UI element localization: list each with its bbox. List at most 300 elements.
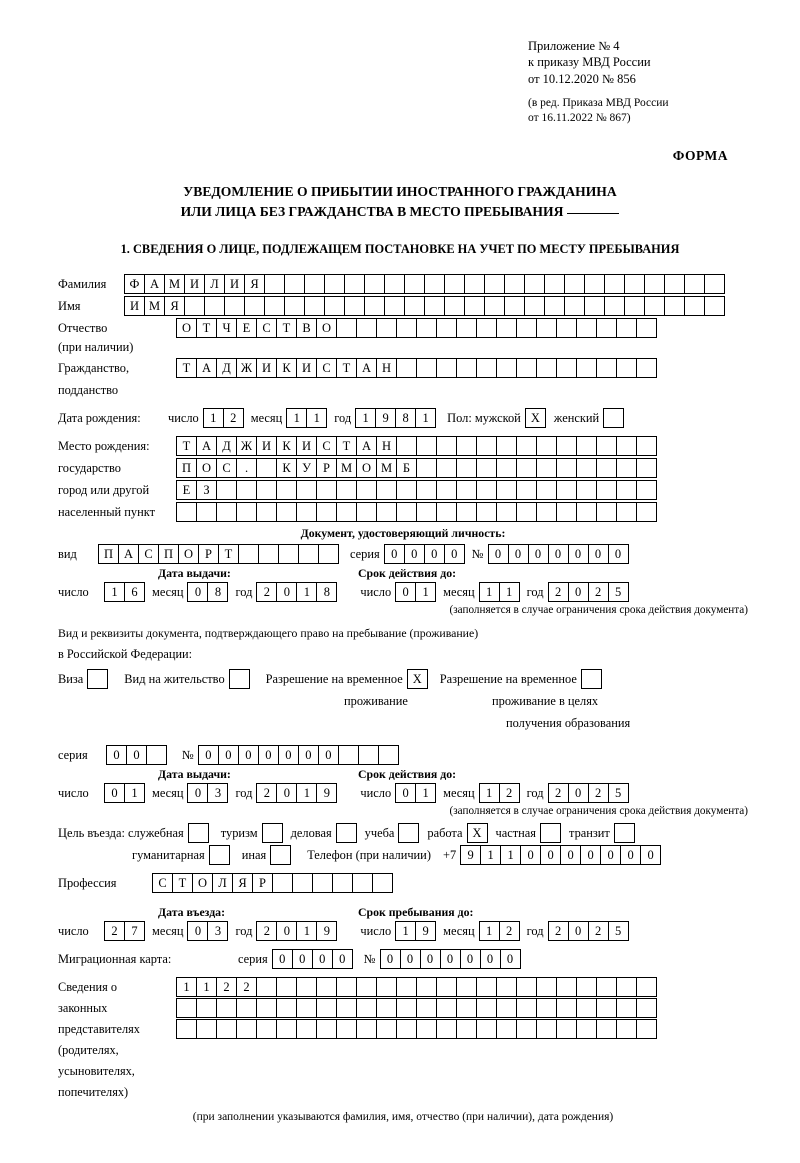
char-cell[interactable] (576, 998, 597, 1018)
char-cell[interactable] (556, 458, 577, 478)
char-cell[interactable] (664, 296, 685, 316)
char-cell[interactable] (316, 502, 337, 522)
checkbox-sex-female[interactable] (603, 408, 624, 428)
char-cell[interactable]: 2 (548, 582, 569, 602)
char-cell[interactable] (456, 318, 477, 338)
char-cell[interactable] (336, 502, 357, 522)
birth-day-cells[interactable] (203, 408, 243, 428)
char-cell[interactable] (476, 436, 497, 456)
char-cell[interactable] (644, 296, 665, 316)
char-cell[interactable] (364, 274, 385, 294)
char-cell[interactable]: 1 (480, 845, 501, 865)
char-cell[interactable]: М (336, 458, 357, 478)
char-cell[interactable] (316, 977, 337, 997)
char-cell[interactable] (596, 318, 617, 338)
char-cell[interactable] (296, 998, 317, 1018)
char-cell[interactable] (344, 296, 365, 316)
char-cell[interactable]: Ф (124, 274, 145, 294)
char-cell[interactable]: 0 (400, 949, 421, 969)
char-cell[interactable] (316, 480, 337, 500)
char-cell[interactable] (216, 1019, 237, 1039)
char-cell[interactable]: Ч (216, 318, 237, 338)
char-cell[interactable]: 5 (608, 582, 629, 602)
checkbox-purpose-work[interactable]: X (467, 823, 488, 843)
char-cell[interactable] (176, 1019, 197, 1039)
char-cell[interactable]: 1 (286, 408, 307, 428)
char-cell[interactable] (436, 502, 457, 522)
char-cell[interactable] (436, 436, 457, 456)
char-cell[interactable]: Я (244, 274, 265, 294)
birth-year-cells[interactable] (355, 408, 435, 428)
patronymic-cells[interactable] (176, 318, 656, 338)
char-cell[interactable] (456, 480, 477, 500)
char-cell[interactable] (416, 458, 437, 478)
char-cell[interactable]: 9 (375, 408, 396, 428)
char-cell[interactable] (556, 480, 577, 500)
char-cell[interactable]: Л (212, 873, 233, 893)
char-cell[interactable] (356, 480, 377, 500)
permit-issue-year-cells[interactable] (256, 783, 336, 803)
char-cell[interactable]: 0 (608, 544, 629, 564)
profession-cells[interactable] (152, 873, 392, 893)
char-cell[interactable] (516, 318, 537, 338)
char-cell[interactable] (536, 480, 557, 500)
char-cell[interactable] (436, 998, 457, 1018)
char-cell[interactable] (616, 502, 637, 522)
char-cell[interactable]: 0 (298, 745, 319, 765)
char-cell[interactable] (536, 358, 557, 378)
char-cell[interactable] (576, 502, 597, 522)
char-cell[interactable]: 1 (124, 783, 145, 803)
char-cell[interactable] (624, 296, 645, 316)
char-cell[interactable] (636, 998, 657, 1018)
char-cell[interactable]: 0 (480, 949, 501, 969)
char-cell[interactable]: 5 (608, 921, 629, 941)
checkbox-residence-permit[interactable] (229, 669, 250, 689)
char-cell[interactable]: С (152, 873, 173, 893)
char-cell[interactable] (256, 977, 277, 997)
char-cell[interactable]: И (256, 358, 277, 378)
doc-valid-day-cells[interactable] (395, 582, 435, 602)
char-cell[interactable] (298, 544, 319, 564)
char-cell[interactable] (356, 502, 377, 522)
surname-cells[interactable] (124, 274, 724, 294)
char-cell[interactable]: М (164, 274, 185, 294)
char-cell[interactable] (556, 977, 577, 997)
char-cell[interactable] (536, 458, 557, 478)
char-cell[interactable] (236, 1019, 257, 1039)
char-cell[interactable]: П (176, 458, 197, 478)
permit-valid-month-cells[interactable] (479, 783, 519, 803)
char-cell[interactable]: 0 (198, 745, 219, 765)
char-cell[interactable]: 1 (395, 921, 416, 941)
char-cell[interactable] (338, 745, 359, 765)
char-cell[interactable] (516, 1019, 537, 1039)
entry-day-cells[interactable] (104, 921, 144, 941)
char-cell[interactable] (396, 480, 417, 500)
char-cell[interactable] (684, 274, 705, 294)
char-cell[interactable] (596, 358, 617, 378)
char-cell[interactable]: 0 (258, 745, 279, 765)
char-cell[interactable] (616, 458, 637, 478)
doc-issue-month-cells[interactable] (187, 582, 227, 602)
char-cell[interactable]: 1 (176, 977, 197, 997)
char-cell[interactable] (276, 977, 297, 997)
char-cell[interactable] (396, 1019, 417, 1039)
char-cell[interactable]: 0 (380, 949, 401, 969)
char-cell[interactable]: 0 (272, 949, 293, 969)
char-cell[interactable]: 0 (528, 544, 549, 564)
char-cell[interactable] (336, 318, 357, 338)
char-cell[interactable] (616, 358, 637, 378)
char-cell[interactable]: Н (376, 436, 397, 456)
char-cell[interactable] (376, 998, 397, 1018)
char-cell[interactable] (476, 998, 497, 1018)
char-cell[interactable] (356, 998, 377, 1018)
char-cell[interactable] (396, 318, 417, 338)
char-cell[interactable] (576, 318, 597, 338)
char-cell[interactable]: 0 (580, 845, 601, 865)
char-cell[interactable]: А (118, 544, 139, 564)
char-cell[interactable]: 0 (424, 544, 445, 564)
char-cell[interactable]: 8 (207, 582, 228, 602)
char-cell[interactable]: 0 (588, 544, 609, 564)
char-cell[interactable] (596, 998, 617, 1018)
char-cell[interactable]: 1 (415, 408, 436, 428)
char-cell[interactable]: А (356, 358, 377, 378)
char-cell[interactable]: Ж (236, 436, 257, 456)
char-cell[interactable] (204, 296, 225, 316)
char-cell[interactable] (276, 502, 297, 522)
char-cell[interactable] (496, 436, 517, 456)
char-cell[interactable] (216, 480, 237, 500)
char-cell[interactable]: Е (176, 480, 197, 500)
checkbox-purpose-humanitarian[interactable] (209, 845, 230, 865)
char-cell[interactable]: А (196, 436, 217, 456)
char-cell[interactable] (516, 480, 537, 500)
char-cell[interactable]: 0 (126, 745, 147, 765)
char-cell[interactable] (436, 358, 457, 378)
char-cell[interactable]: Я (164, 296, 185, 316)
char-cell[interactable] (576, 1019, 597, 1039)
char-cell[interactable]: 1 (479, 783, 500, 803)
checkbox-purpose-tourism[interactable] (262, 823, 283, 843)
char-cell[interactable] (576, 358, 597, 378)
char-cell[interactable]: 0 (560, 845, 581, 865)
char-cell[interactable]: 1 (196, 977, 217, 997)
char-cell[interactable] (276, 998, 297, 1018)
char-cell[interactable]: 2 (588, 582, 609, 602)
char-cell[interactable]: 0 (218, 745, 239, 765)
char-cell[interactable]: И (224, 274, 245, 294)
char-cell[interactable]: А (144, 274, 165, 294)
char-cell[interactable] (396, 977, 417, 997)
char-cell[interactable]: Я (232, 873, 253, 893)
char-cell[interactable]: Р (198, 544, 219, 564)
char-cell[interactable] (704, 274, 725, 294)
char-cell[interactable] (364, 296, 385, 316)
char-cell[interactable] (436, 480, 457, 500)
char-cell[interactable] (356, 318, 377, 338)
char-cell[interactable] (556, 998, 577, 1018)
char-cell[interactable] (296, 1019, 317, 1039)
char-cell[interactable] (496, 502, 517, 522)
char-cell[interactable]: 0 (404, 544, 425, 564)
char-cell[interactable]: 0 (238, 745, 259, 765)
permit-issue-day-cells[interactable] (104, 783, 144, 803)
char-cell[interactable] (616, 977, 637, 997)
char-cell[interactable]: 0 (568, 921, 589, 941)
char-cell[interactable]: М (376, 458, 397, 478)
char-cell[interactable] (596, 977, 617, 997)
char-cell[interactable]: . (236, 458, 257, 478)
char-cell[interactable]: 0 (620, 845, 641, 865)
char-cell[interactable]: 0 (187, 921, 208, 941)
char-cell[interactable]: Б (396, 458, 417, 478)
char-cell[interactable]: 0 (460, 949, 481, 969)
char-cell[interactable] (324, 296, 345, 316)
char-cell[interactable]: 2 (104, 921, 125, 941)
char-cell[interactable] (564, 274, 585, 294)
char-cell[interactable]: 0 (520, 845, 541, 865)
char-cell[interactable] (356, 977, 377, 997)
char-cell[interactable]: С (216, 458, 237, 478)
char-cell[interactable] (332, 873, 353, 893)
char-cell[interactable] (476, 318, 497, 338)
char-cell[interactable] (416, 998, 437, 1018)
char-cell[interactable] (456, 436, 477, 456)
char-cell[interactable]: 9 (415, 921, 436, 941)
char-cell[interactable]: 6 (124, 582, 145, 602)
char-cell[interactable] (636, 480, 657, 500)
char-cell[interactable]: Е (236, 318, 257, 338)
char-cell[interactable] (456, 458, 477, 478)
checkbox-edu-residence[interactable] (581, 669, 602, 689)
char-cell[interactable]: Ж (236, 358, 257, 378)
char-cell[interactable]: 0 (104, 783, 125, 803)
char-cell[interactable] (376, 502, 397, 522)
char-cell[interactable] (344, 274, 365, 294)
char-cell[interactable] (544, 296, 565, 316)
char-cell[interactable] (516, 977, 537, 997)
char-cell[interactable]: 0 (420, 949, 441, 969)
char-cell[interactable] (636, 436, 657, 456)
char-cell[interactable] (376, 1019, 397, 1039)
char-cell[interactable] (238, 544, 259, 564)
char-cell[interactable] (584, 296, 605, 316)
char-cell[interactable] (576, 436, 597, 456)
char-cell[interactable] (424, 274, 445, 294)
char-cell[interactable] (524, 274, 545, 294)
char-cell[interactable]: 2 (256, 783, 277, 803)
char-cell[interactable] (404, 296, 425, 316)
char-cell[interactable] (276, 480, 297, 500)
char-cell[interactable] (476, 1019, 497, 1039)
char-cell[interactable] (372, 873, 393, 893)
char-cell[interactable]: Т (176, 436, 197, 456)
char-cell[interactable]: П (158, 544, 179, 564)
char-cell[interactable] (516, 458, 537, 478)
char-cell[interactable]: И (296, 358, 317, 378)
char-cell[interactable] (284, 296, 305, 316)
char-cell[interactable]: К (276, 358, 297, 378)
char-cell[interactable]: Р (252, 873, 273, 893)
char-cell[interactable] (616, 998, 637, 1018)
char-cell[interactable] (396, 998, 417, 1018)
char-cell[interactable]: 7 (124, 921, 145, 941)
doc-kind-cells[interactable] (98, 544, 338, 564)
char-cell[interactable] (596, 458, 617, 478)
char-cell[interactable]: 2 (236, 977, 257, 997)
char-cell[interactable]: 0 (187, 783, 208, 803)
char-cell[interactable] (544, 274, 565, 294)
char-cell[interactable]: Т (276, 318, 297, 338)
char-cell[interactable] (616, 436, 637, 456)
char-cell[interactable] (358, 745, 379, 765)
permit-issue-month-cells[interactable] (187, 783, 227, 803)
char-cell[interactable] (484, 296, 505, 316)
char-cell[interactable] (596, 436, 617, 456)
char-cell[interactable]: 2 (588, 783, 609, 803)
char-cell[interactable]: 2 (223, 408, 244, 428)
char-cell[interactable] (296, 480, 317, 500)
char-cell[interactable]: О (316, 318, 337, 338)
char-cell[interactable] (404, 274, 425, 294)
char-cell[interactable]: Т (336, 358, 357, 378)
char-cell[interactable] (456, 502, 477, 522)
char-cell[interactable] (396, 502, 417, 522)
char-cell[interactable] (596, 480, 617, 500)
checkbox-purpose-private[interactable] (540, 823, 561, 843)
checkbox-purpose-service[interactable] (188, 823, 209, 843)
char-cell[interactable]: А (356, 436, 377, 456)
char-cell[interactable]: О (196, 458, 217, 478)
char-cell[interactable] (476, 458, 497, 478)
char-cell[interactable]: С (138, 544, 159, 564)
char-cell[interactable] (176, 502, 197, 522)
char-cell[interactable] (146, 745, 167, 765)
char-cell[interactable]: И (184, 274, 205, 294)
char-cell[interactable]: З (196, 480, 217, 500)
legal-line1-cells[interactable] (176, 977, 656, 997)
char-cell[interactable] (616, 318, 637, 338)
char-cell[interactable]: 0 (276, 921, 297, 941)
char-cell[interactable] (464, 296, 485, 316)
char-cell[interactable]: 1 (203, 408, 224, 428)
mcard-series-cells[interactable] (272, 949, 352, 969)
char-cell[interactable]: 1 (479, 921, 500, 941)
permit-series-cells[interactable] (106, 745, 166, 765)
char-cell[interactable] (272, 873, 293, 893)
name-cells[interactable] (124, 296, 724, 316)
char-cell[interactable] (304, 274, 325, 294)
char-cell[interactable]: 1 (499, 582, 520, 602)
entry-month-cells[interactable] (187, 921, 227, 941)
checkbox-purpose-transit[interactable] (614, 823, 635, 843)
doc-valid-month-cells[interactable] (479, 582, 519, 602)
char-cell[interactable] (576, 458, 597, 478)
checkbox-temp-residence[interactable]: X (407, 669, 428, 689)
char-cell[interactable] (536, 436, 557, 456)
char-cell[interactable] (436, 1019, 457, 1039)
char-cell[interactable]: 0 (568, 783, 589, 803)
char-cell[interactable] (256, 480, 277, 500)
char-cell[interactable] (556, 358, 577, 378)
birth-state-cells[interactable] (176, 436, 656, 456)
char-cell[interactable] (564, 296, 585, 316)
char-cell[interactable]: 2 (588, 921, 609, 941)
char-cell[interactable] (684, 296, 705, 316)
char-cell[interactable]: 2 (256, 921, 277, 941)
char-cell[interactable] (496, 977, 517, 997)
char-cell[interactable] (624, 274, 645, 294)
char-cell[interactable] (504, 274, 525, 294)
char-cell[interactable]: Т (176, 358, 197, 378)
char-cell[interactable] (556, 436, 577, 456)
char-cell[interactable]: 8 (316, 582, 337, 602)
doc-issue-day-cells[interactable] (104, 582, 144, 602)
char-cell[interactable]: С (316, 436, 337, 456)
char-cell[interactable] (464, 274, 485, 294)
char-cell[interactable] (496, 1019, 517, 1039)
legal-line2-cells[interactable] (176, 998, 656, 1018)
char-cell[interactable] (264, 274, 285, 294)
char-cell[interactable] (336, 977, 357, 997)
phone-cells[interactable] (460, 845, 660, 865)
char-cell[interactable] (324, 274, 345, 294)
char-cell[interactable]: 0 (568, 582, 589, 602)
char-cell[interactable] (224, 296, 245, 316)
mcard-number-cells[interactable] (380, 949, 520, 969)
char-cell[interactable] (556, 318, 577, 338)
char-cell[interactable]: 0 (548, 544, 569, 564)
char-cell[interactable] (336, 998, 357, 1018)
char-cell[interactable] (584, 274, 605, 294)
legal-line3-cells[interactable] (176, 1019, 656, 1039)
char-cell[interactable] (196, 1019, 217, 1039)
char-cell[interactable] (256, 458, 277, 478)
doc-issue-year-cells[interactable] (256, 582, 336, 602)
char-cell[interactable] (496, 480, 517, 500)
char-cell[interactable]: 0 (106, 745, 127, 765)
char-cell[interactable] (636, 358, 657, 378)
char-cell[interactable] (556, 1019, 577, 1039)
char-cell[interactable] (536, 502, 557, 522)
char-cell[interactable] (396, 436, 417, 456)
char-cell[interactable] (536, 977, 557, 997)
char-cell[interactable] (704, 296, 725, 316)
stay-day-cells[interactable] (395, 921, 435, 941)
char-cell[interactable] (604, 274, 625, 294)
char-cell[interactable] (476, 358, 497, 378)
char-cell[interactable] (416, 436, 437, 456)
char-cell[interactable] (424, 296, 445, 316)
birth-city-line2-cells[interactable] (176, 480, 656, 500)
char-cell[interactable]: М (144, 296, 165, 316)
char-cell[interactable]: 0 (276, 783, 297, 803)
char-cell[interactable]: А (196, 358, 217, 378)
stay-year-cells[interactable] (548, 921, 628, 941)
char-cell[interactable]: Д (216, 358, 237, 378)
char-cell[interactable] (216, 998, 237, 1018)
char-cell[interactable] (596, 1019, 617, 1039)
char-cell[interactable] (456, 977, 477, 997)
checkbox-purpose-other[interactable] (270, 845, 291, 865)
char-cell[interactable] (258, 544, 279, 564)
char-cell[interactable] (576, 977, 597, 997)
char-cell[interactable] (496, 358, 517, 378)
char-cell[interactable] (376, 480, 397, 500)
